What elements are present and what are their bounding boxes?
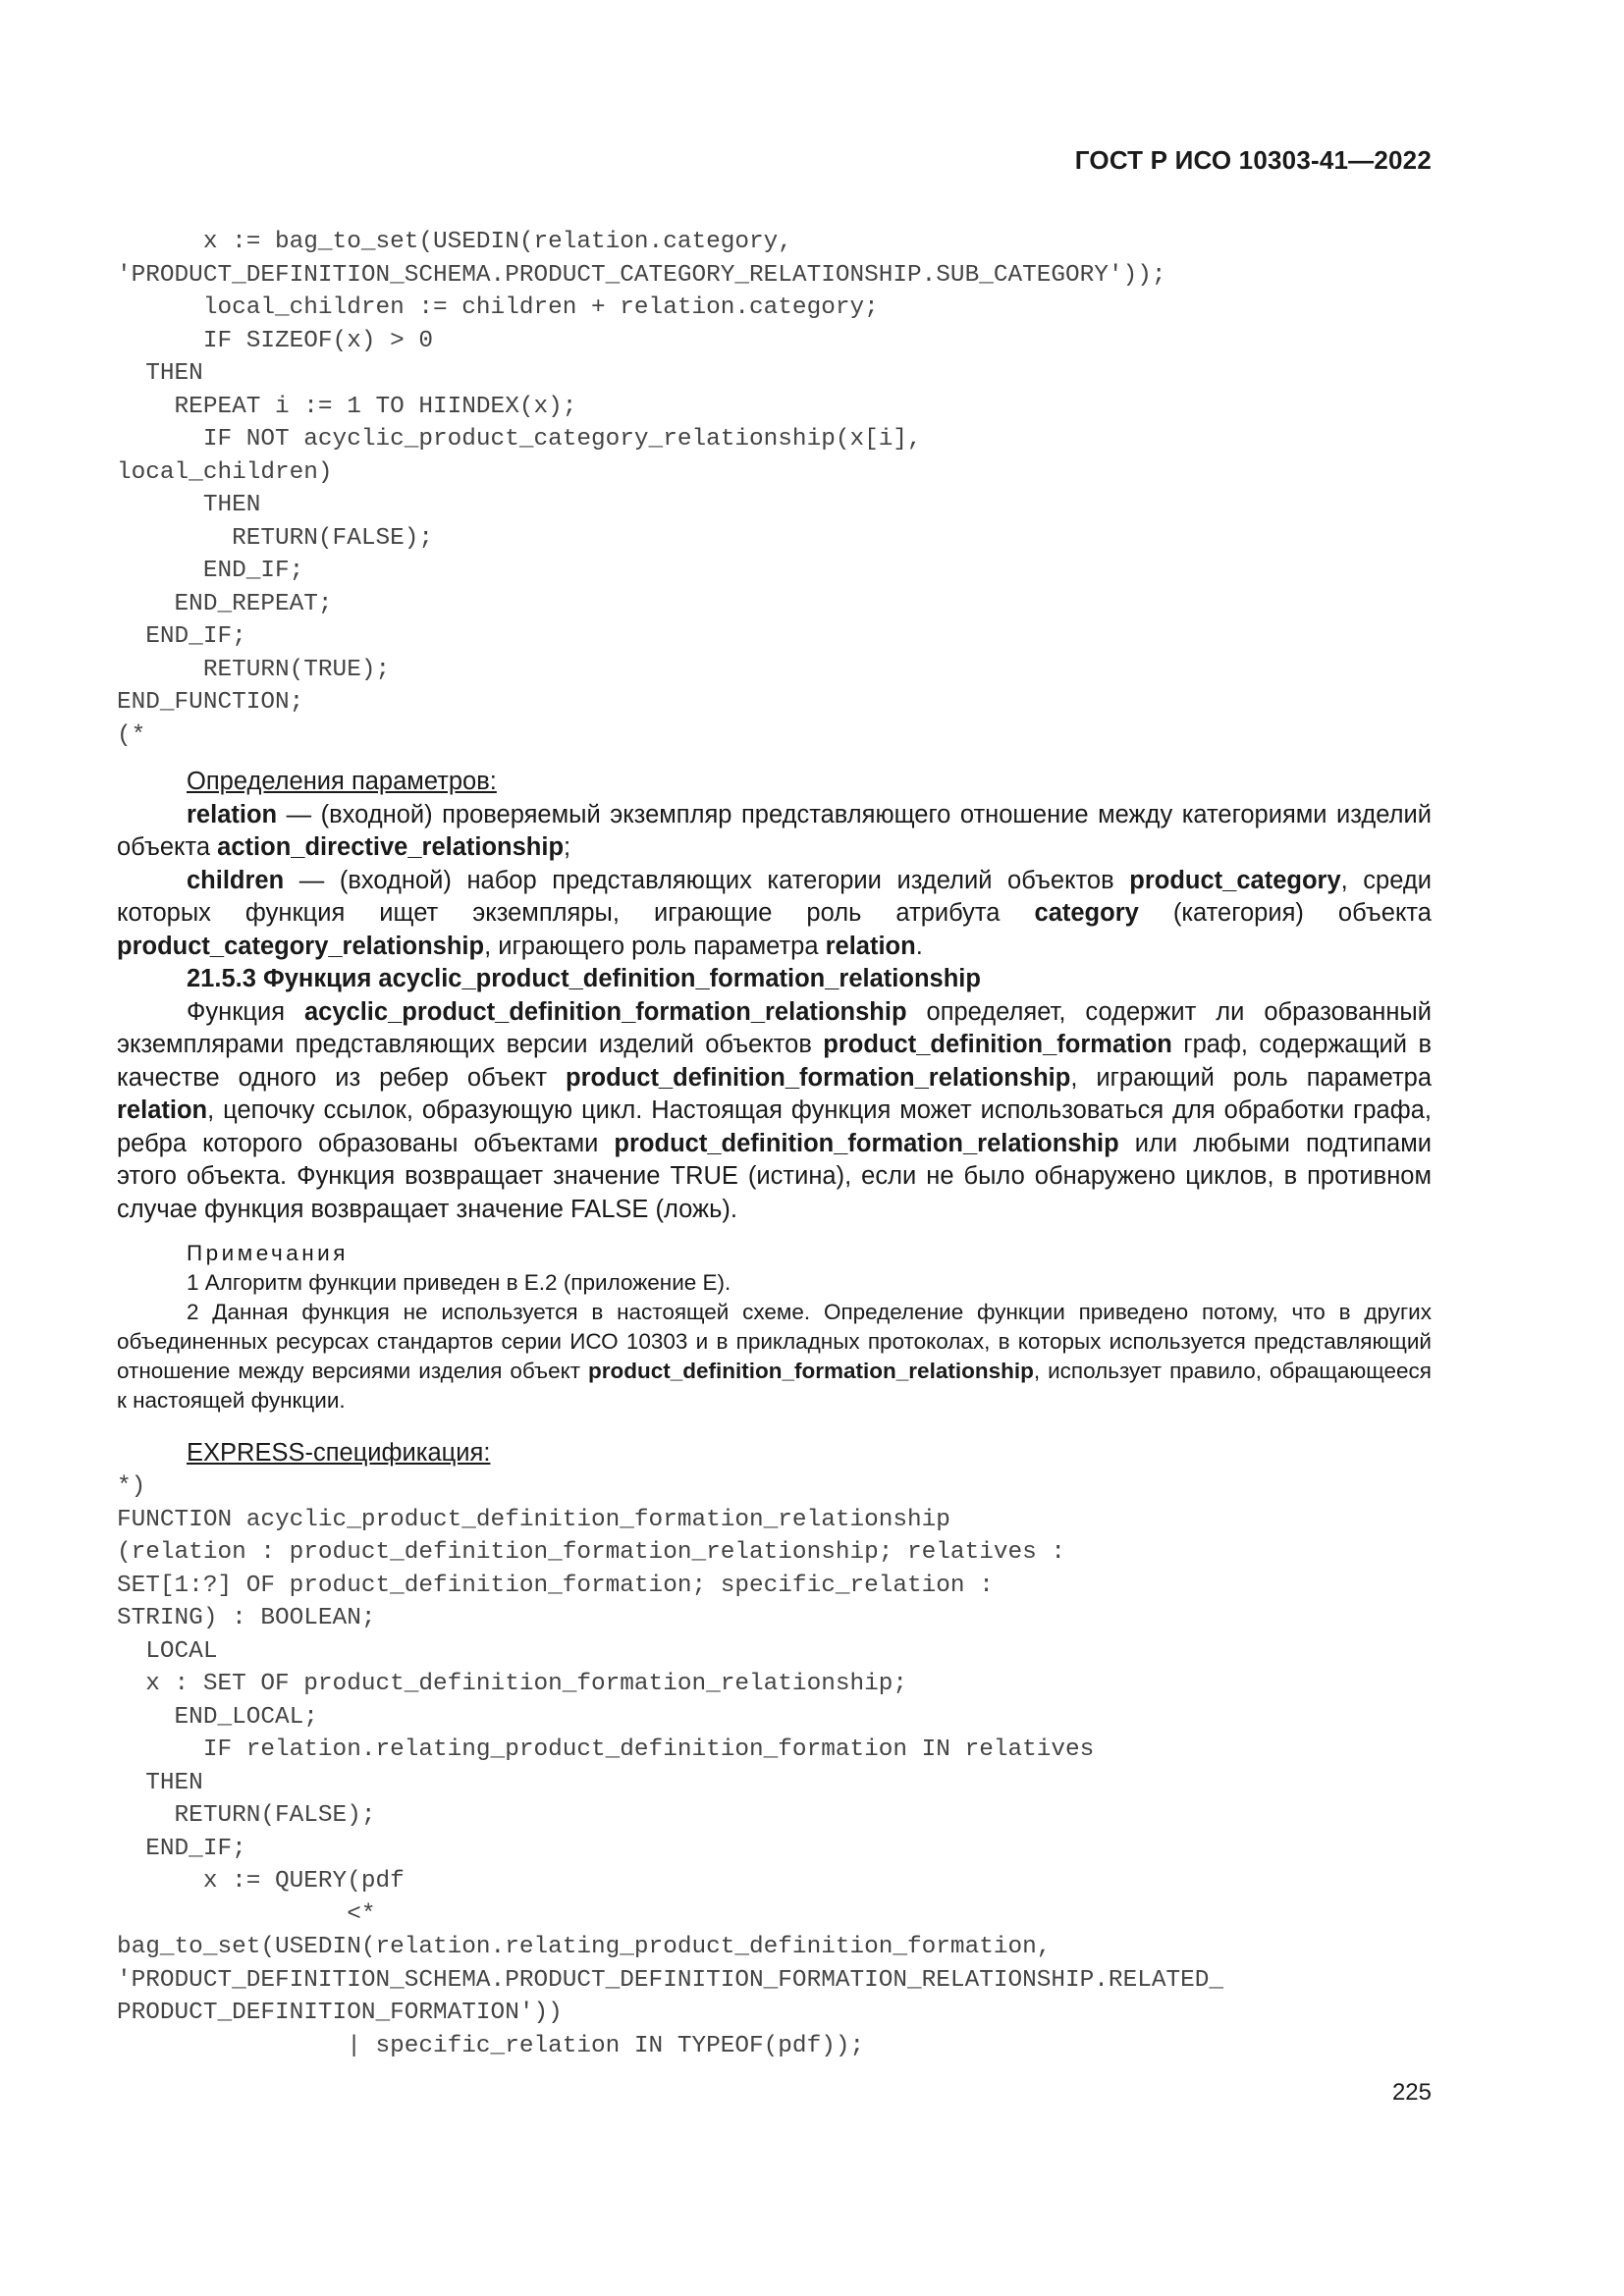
code-line: FUNCTION acyclic_product_definition_formation_relationship (117, 1506, 950, 1533)
standard-header: ГОСТ Р ИСО 10303-41—2022 (1074, 145, 1432, 175)
code-line: RETURN(TRUE); (117, 656, 391, 683)
code-line: 'PRODUCT_DEFINITION_SCHEMA.PRODUCT_CATEGORY_RELATIONSHIP.SUB_CATEGORY')); (117, 261, 1166, 289)
code-line: IF NOT acyclic_product_category_relationship(x[i], (117, 426, 922, 453)
code-line: x : SET OF product_definition_formation_relationship; (117, 1671, 908, 1697)
param-children: children — (входной) набор представляющих категории изделий объектов product_category, среди которых функция ищет экземпляры, играющие роль атрибута category (категория) объекта product_category_relationship, играющего роль параметра relation. (117, 866, 1432, 960)
page-number: 225 (1391, 2079, 1432, 2106)
section-heading: 21.5.3 Функция acyclic_product_definition_formation_relationship (187, 965, 981, 992)
code-line: 'PRODUCT_DEFINITION_SCHEMA.PRODUCT_DEFINITION_FORMATION_RELATIONSHIP.RELATED_ (117, 1966, 1224, 1994)
code-line: | specific_relation IN TYPEOF(pdf)); (117, 2032, 865, 2059)
code-line: <* (117, 1900, 376, 1928)
code-line: END_FUNCTION; (117, 689, 304, 716)
code-line: STRING) : BOOLEAN; (117, 1605, 376, 1631)
code-line: local_children := children + relation.category; (117, 294, 879, 321)
code-line: RETURN(FALSE); (117, 524, 434, 552)
notes-heading: Примечания (187, 1241, 349, 1265)
code-line: END_REPEAT; (117, 590, 333, 617)
code-line: END_IF; (117, 1835, 246, 1862)
note-1: 1 Алгоритм функции приведен в Е.2 (приложение Е). (187, 1270, 731, 1295)
code-line: REPEAT i := 1 TO HIINDEX(x); (117, 393, 577, 420)
express-heading-block (117, 1437, 1432, 1470)
code-line: PRODUCT_DEFINITION_FORMATION')) (117, 2000, 563, 2026)
section-paragraph: Функция acyclic_product_definition_formation_relationship определяет, содержит ли образованный экземплярами представляющих версии изделий объектов product_definition_formation граф, содержащий в качестве одного из ребер объект product_definition_formation_relationship, играющий роль параметра relation, цепочку ссылок, образующую цикл. Настоящая функция может использоваться для обработки графа, ребра которого образованы объектами product_definition_formation_relationship или любыми подтипами этого объекта. Функция возвращает значение TRUE (истина), если не было обнаружено циклов, в противном случае функция возвращает значение FALSE (ложь). (117, 997, 1433, 1223)
code-line: bag_to_set(USEDIN(relation.relating_product_definition_formation, (117, 1934, 1052, 1960)
code-line: THEN (117, 360, 203, 387)
code-line: IF relation.relating_product_definition_formation IN relatives (117, 1736, 1095, 1763)
code-line: END_LOCAL; (117, 1703, 318, 1731)
code-line: THEN (117, 1769, 203, 1796)
notes-block (117, 1239, 1432, 1415)
code-line: END_IF; (117, 558, 304, 584)
parameter-definitions (117, 766, 1432, 1226)
code-line: RETURN(FALSE); (117, 1802, 376, 1829)
code-line: x := bag_to_set(USEDIN(relation.category, (117, 229, 792, 255)
note-2: 2 Данная функция не используется в настоящей схеме. Определение функции приведено потому, что в других объединенных ресурсах стандартов серии ИСО 10303 и в прикладных протоколах, в которых используется представляющий отношение между версиями изделия объект product_definition_formation_relationship, использует правило, обращающееся к настоящей функции. (117, 1300, 1432, 1413)
code-line: THEN (117, 492, 261, 518)
code-line: *) (117, 1473, 146, 1500)
code-line: LOCAL (117, 1637, 218, 1665)
code-line: (relation : product_definition_formation_relationship; relatives : (117, 1539, 1066, 1566)
express-heading: EXPRESS-спецификация: (187, 1439, 491, 1467)
params-heading: Определения параметров: (187, 768, 497, 795)
code-line: (* (117, 721, 146, 749)
code-line: END_IF; (117, 623, 246, 650)
code-line: x := QUERY(pdf (117, 1868, 405, 1895)
code-block-2 (117, 1470, 1432, 2062)
code-line: SET[1:?] OF product_definition_formation; specific_relation : (117, 1572, 994, 1599)
code-block-1 (117, 226, 1432, 752)
code-line: local_children) (117, 458, 333, 486)
param-relation: relation — (входной) проверяемый экземпляр представляющего отношение между категориями изделий объекта action_directive_relationship; (117, 800, 1432, 861)
code-line: IF SIZEOF(x) > 0 (117, 327, 434, 354)
